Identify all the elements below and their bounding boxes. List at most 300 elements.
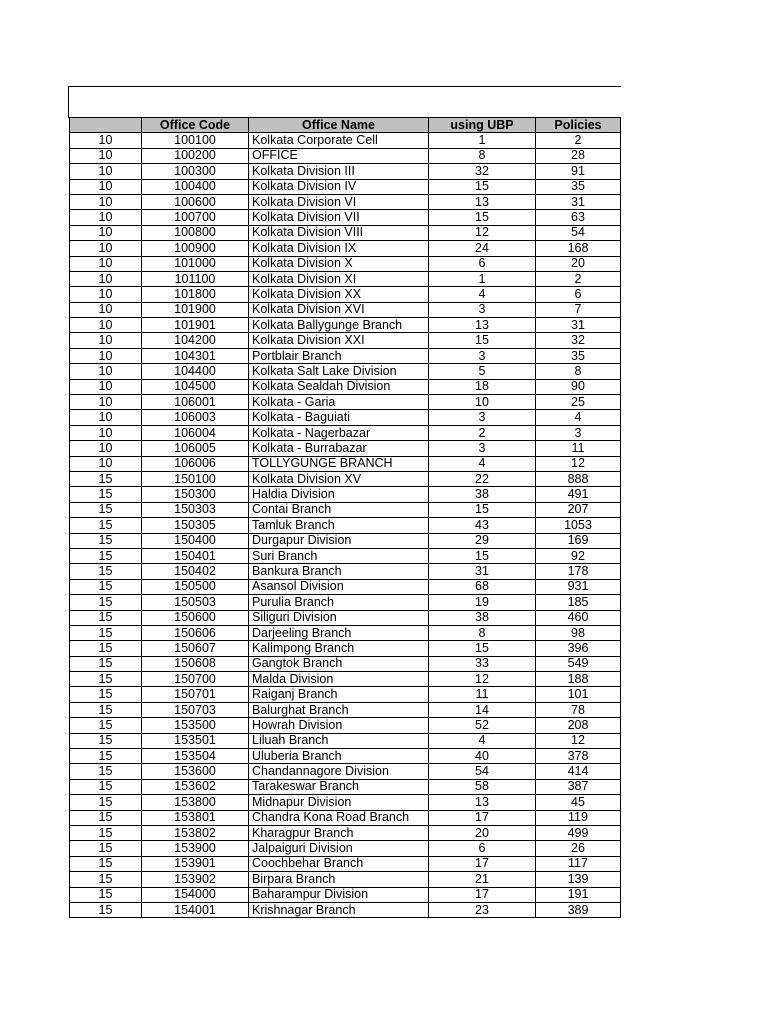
table-row [70, 225, 621, 240]
office-name-cell: Haldia Division [249, 487, 429, 502]
using-ubp-cell: 20 [429, 825, 536, 840]
using-ubp-cell: 43 [429, 518, 536, 533]
table-row [70, 502, 621, 517]
using-ubp-cell: 12 [429, 672, 536, 687]
table-row [70, 610, 621, 625]
zone-cell: 15 [70, 502, 142, 517]
using-ubp-cell: 8 [429, 625, 536, 640]
using-ubp-cell: 3 [429, 302, 536, 317]
table-row [70, 271, 621, 286]
table-row [70, 795, 621, 810]
office-name-cell: Kolkata Division VIII [249, 225, 429, 240]
office-name-cell: Portblair Branch [249, 348, 429, 363]
policies-cell: 78 [536, 702, 621, 717]
office-code-cell: 104301 [142, 348, 249, 363]
policies-cell: 888 [536, 471, 621, 486]
office-name-cell: Kolkata - Garia [249, 395, 429, 410]
table-row [70, 148, 621, 163]
office-code-cell: 150400 [142, 533, 249, 548]
office-name-cell: Uluberia Branch [249, 749, 429, 764]
office-policy-table [69, 117, 621, 918]
sheet-title-area [68, 86, 621, 118]
table-row [70, 533, 621, 548]
table-row [70, 164, 621, 179]
zone-cell: 15 [70, 841, 142, 856]
zone-cell: 15 [70, 795, 142, 810]
using-ubp-cell: 13 [429, 795, 536, 810]
office-code-cell: 100600 [142, 194, 249, 209]
office-name-cell: Kolkata Ballygunge Branch [249, 318, 429, 333]
office-code-cell: 104400 [142, 364, 249, 379]
office-code-cell: 100700 [142, 210, 249, 225]
zone-cell: 10 [70, 379, 142, 394]
office-code-cell: 150600 [142, 610, 249, 625]
zone-cell: 10 [70, 395, 142, 410]
office-name-cell: Kolkata Division XXI [249, 333, 429, 348]
table-row [70, 456, 621, 471]
table-row [70, 672, 621, 687]
policies-cell: 2 [536, 271, 621, 286]
table-row [70, 579, 621, 594]
table-row [70, 133, 621, 148]
office-code-cell: 150703 [142, 702, 249, 717]
using-ubp-cell: 58 [429, 779, 536, 794]
policies-cell: 191 [536, 887, 621, 902]
using-ubp-cell: 4 [429, 456, 536, 471]
policies-cell: 931 [536, 579, 621, 594]
using-ubp-cell: 6 [429, 841, 536, 856]
using-ubp-cell: 5 [429, 364, 536, 379]
zone-cell: 15 [70, 656, 142, 671]
column-header-office-code: Office Code [142, 118, 249, 133]
office-name-cell: Purulia Branch [249, 595, 429, 610]
zone-cell: 10 [70, 225, 142, 240]
table-row [70, 348, 621, 363]
office-code-cell: 150500 [142, 579, 249, 594]
office-name-cell: Asansol Division [249, 579, 429, 594]
using-ubp-cell: 1 [429, 271, 536, 286]
policies-cell: 12 [536, 456, 621, 471]
office-name-cell: Raiganj Branch [249, 687, 429, 702]
office-name-cell: Kolkata Division XX [249, 287, 429, 302]
zone-cell: 10 [70, 287, 142, 302]
policies-cell: 3 [536, 425, 621, 440]
table-row [70, 733, 621, 748]
zone-cell: 15 [70, 610, 142, 625]
table-row [70, 287, 621, 302]
policies-cell: 2 [536, 133, 621, 148]
table-row [70, 379, 621, 394]
using-ubp-cell: 22 [429, 471, 536, 486]
policies-cell: 6 [536, 287, 621, 302]
zone-cell: 10 [70, 456, 142, 471]
column-header-policies: Policies [536, 118, 621, 133]
using-ubp-cell: 32 [429, 164, 536, 179]
zone-cell: 15 [70, 733, 142, 748]
using-ubp-cell: 4 [429, 287, 536, 302]
office-code-cell: 153802 [142, 825, 249, 840]
using-ubp-cell: 38 [429, 487, 536, 502]
office-code-cell: 150402 [142, 564, 249, 579]
policies-cell: 35 [536, 348, 621, 363]
office-name-cell: Malda Division [249, 672, 429, 687]
table-row [70, 487, 621, 502]
policies-cell: 4 [536, 410, 621, 425]
policies-cell: 28 [536, 148, 621, 163]
office-code-cell: 101100 [142, 271, 249, 286]
table-row [70, 779, 621, 794]
zone-cell: 10 [70, 179, 142, 194]
office-code-cell: 100900 [142, 241, 249, 256]
office-code-cell: 104200 [142, 333, 249, 348]
office-name-cell: Kolkata - Nagerbazar [249, 425, 429, 440]
table-row [70, 395, 621, 410]
policies-cell: 168 [536, 241, 621, 256]
zone-cell: 10 [70, 441, 142, 456]
office-code-cell: 150305 [142, 518, 249, 533]
zone-cell: 10 [70, 164, 142, 179]
zone-cell: 15 [70, 471, 142, 486]
office-name-cell: Birpara Branch [249, 872, 429, 887]
using-ubp-cell: 11 [429, 687, 536, 702]
policies-cell: 101 [536, 687, 621, 702]
using-ubp-cell: 17 [429, 856, 536, 871]
office-code-cell: 104500 [142, 379, 249, 394]
policies-cell: 499 [536, 825, 621, 840]
using-ubp-cell: 15 [429, 641, 536, 656]
office-name-cell: Bankura Branch [249, 564, 429, 579]
zone-cell: 15 [70, 764, 142, 779]
zone-cell: 15 [70, 579, 142, 594]
office-name-cell: Kolkata Division VI [249, 194, 429, 209]
policies-cell: 25 [536, 395, 621, 410]
policies-cell: 90 [536, 379, 621, 394]
policies-cell: 63 [536, 210, 621, 225]
column-header-using-ubp: using UBP [429, 118, 536, 133]
using-ubp-cell: 3 [429, 410, 536, 425]
using-ubp-cell: 15 [429, 210, 536, 225]
office-name-cell: Tarakeswar Branch [249, 779, 429, 794]
zone-cell: 10 [70, 410, 142, 425]
office-name-cell: Kolkata Corporate Cell [249, 133, 429, 148]
table-row [70, 656, 621, 671]
zone-cell: 15 [70, 810, 142, 825]
table-row [70, 625, 621, 640]
office-code-cell: 101800 [142, 287, 249, 302]
office-name-cell: Krishnagar Branch [249, 902, 429, 917]
zone-cell: 15 [70, 702, 142, 717]
using-ubp-cell: 6 [429, 256, 536, 271]
office-code-cell: 106004 [142, 425, 249, 440]
zone-cell: 10 [70, 256, 142, 271]
table-row [70, 471, 621, 486]
policies-cell: 26 [536, 841, 621, 856]
policies-cell: 460 [536, 610, 621, 625]
office-name-cell: Kolkata Division VII [249, 210, 429, 225]
table-row [70, 887, 621, 902]
policies-cell: 378 [536, 749, 621, 764]
table-row [70, 749, 621, 764]
using-ubp-cell: 40 [429, 749, 536, 764]
using-ubp-cell: 13 [429, 318, 536, 333]
table-row [70, 364, 621, 379]
table-row [70, 241, 621, 256]
office-code-cell: 100100 [142, 133, 249, 148]
using-ubp-cell: 23 [429, 902, 536, 917]
office-code-cell: 100800 [142, 225, 249, 240]
using-ubp-cell: 14 [429, 702, 536, 717]
using-ubp-cell: 15 [429, 179, 536, 194]
zone-cell: 15 [70, 625, 142, 640]
table-row [70, 872, 621, 887]
office-name-cell: OFFICE [249, 148, 429, 163]
office-name-cell: Kolkata Division X [249, 256, 429, 271]
using-ubp-cell: 10 [429, 395, 536, 410]
zone-cell: 15 [70, 687, 142, 702]
office-name-cell: Kolkata - Baguiati [249, 410, 429, 425]
zone-cell: 15 [70, 641, 142, 656]
office-name-cell: Chandra Kona Road Branch [249, 810, 429, 825]
office-code-cell: 101901 [142, 318, 249, 333]
using-ubp-cell: 54 [429, 764, 536, 779]
zone-cell: 15 [70, 825, 142, 840]
office-name-cell: Durgapur Division [249, 533, 429, 548]
office-name-cell: Kalimpong Branch [249, 641, 429, 656]
table-row [70, 718, 621, 733]
office-code-cell: 153504 [142, 749, 249, 764]
office-name-cell: Kharagpur Branch [249, 825, 429, 840]
office-code-cell: 101900 [142, 302, 249, 317]
office-name-cell: Liluah Branch [249, 733, 429, 748]
table-row [70, 256, 621, 271]
policies-cell: 207 [536, 502, 621, 517]
zone-cell: 15 [70, 564, 142, 579]
office-name-cell: Chandannagore Division [249, 764, 429, 779]
zone-cell: 10 [70, 318, 142, 333]
office-code-cell: 153801 [142, 810, 249, 825]
zone-cell: 15 [70, 872, 142, 887]
office-name-cell: Jalpaiguri Division [249, 841, 429, 856]
office-code-cell: 106005 [142, 441, 249, 456]
office-code-cell: 150607 [142, 641, 249, 656]
table-row [70, 641, 621, 656]
office-code-cell: 153800 [142, 795, 249, 810]
office-name-cell: TOLLYGUNGE BRANCH [249, 456, 429, 471]
office-name-cell: Howrah Division [249, 718, 429, 733]
office-name-cell: Siliguri Division [249, 610, 429, 625]
office-code-cell: 106003 [142, 410, 249, 425]
zone-cell: 15 [70, 902, 142, 917]
table-row [70, 595, 621, 610]
policies-cell: 208 [536, 718, 621, 733]
table-row [70, 318, 621, 333]
office-code-cell: 153501 [142, 733, 249, 748]
office-name-cell: Kolkata Division XV [249, 471, 429, 486]
office-code-cell: 150503 [142, 595, 249, 610]
zone-cell: 15 [70, 672, 142, 687]
using-ubp-cell: 24 [429, 241, 536, 256]
office-code-cell: 100400 [142, 179, 249, 194]
policies-cell: 7 [536, 302, 621, 317]
zone-cell: 15 [70, 533, 142, 548]
table-row [70, 210, 621, 225]
table-row [70, 302, 621, 317]
office-name-cell: Kolkata Division XVI [249, 302, 429, 317]
policies-cell: 31 [536, 194, 621, 209]
office-code-cell: 106006 [142, 456, 249, 471]
policies-cell: 35 [536, 179, 621, 194]
policies-cell: 92 [536, 548, 621, 563]
office-code-cell: 150300 [142, 487, 249, 502]
using-ubp-cell: 12 [429, 225, 536, 240]
zone-cell: 10 [70, 210, 142, 225]
zone-cell: 10 [70, 348, 142, 363]
using-ubp-cell: 1 [429, 133, 536, 148]
using-ubp-cell: 3 [429, 348, 536, 363]
office-code-cell: 150608 [142, 656, 249, 671]
using-ubp-cell: 29 [429, 533, 536, 548]
table-row [70, 564, 621, 579]
policies-cell: 45 [536, 795, 621, 810]
office-code-cell: 153602 [142, 779, 249, 794]
policies-cell: 20 [536, 256, 621, 271]
office-code-cell: 106001 [142, 395, 249, 410]
policies-cell: 31 [536, 318, 621, 333]
office-name-cell: Baharampur Division [249, 887, 429, 902]
office-name-cell: Suri Branch [249, 548, 429, 563]
office-name-cell: Tamluk Branch [249, 518, 429, 533]
office-code-cell: 100200 [142, 148, 249, 163]
using-ubp-cell: 19 [429, 595, 536, 610]
office-name-cell: Darjeeling Branch [249, 625, 429, 640]
office-code-cell: 150701 [142, 687, 249, 702]
office-code-cell: 153901 [142, 856, 249, 871]
zone-cell: 15 [70, 856, 142, 871]
policies-cell: 396 [536, 641, 621, 656]
zone-cell: 10 [70, 194, 142, 209]
policies-cell: 32 [536, 333, 621, 348]
table-row [70, 764, 621, 779]
policies-cell: 117 [536, 856, 621, 871]
office-name-cell: Contai Branch [249, 502, 429, 517]
office-code-cell: 150100 [142, 471, 249, 486]
office-name-cell: Kolkata Division IX [249, 241, 429, 256]
policies-cell: 188 [536, 672, 621, 687]
column-header-office-name: Office Name [249, 118, 429, 133]
table-row [70, 841, 621, 856]
office-name-cell: Kolkata Sealdah Division [249, 379, 429, 394]
office-name-cell: Gangtok Branch [249, 656, 429, 671]
using-ubp-cell: 15 [429, 333, 536, 348]
office-code-cell: 150401 [142, 548, 249, 563]
zone-cell: 15 [70, 595, 142, 610]
office-code-cell: 153500 [142, 718, 249, 733]
zone-cell: 15 [70, 718, 142, 733]
policies-cell: 98 [536, 625, 621, 640]
office-code-cell: 154000 [142, 887, 249, 902]
using-ubp-cell: 3 [429, 441, 536, 456]
using-ubp-cell: 15 [429, 502, 536, 517]
policies-cell: 12 [536, 733, 621, 748]
using-ubp-cell: 31 [429, 564, 536, 579]
policies-cell: 185 [536, 595, 621, 610]
office-name-cell: Kolkata Salt Lake Division [249, 364, 429, 379]
policies-cell: 91 [536, 164, 621, 179]
office-code-cell: 150303 [142, 502, 249, 517]
zone-cell: 10 [70, 302, 142, 317]
policies-cell: 387 [536, 779, 621, 794]
zone-cell: 10 [70, 364, 142, 379]
policies-cell: 169 [536, 533, 621, 548]
office-code-cell: 150700 [142, 672, 249, 687]
office-name-cell: Kolkata Division III [249, 164, 429, 179]
using-ubp-cell: 17 [429, 887, 536, 902]
using-ubp-cell: 17 [429, 810, 536, 825]
zone-cell: 10 [70, 333, 142, 348]
table-row [70, 825, 621, 840]
zone-cell: 15 [70, 518, 142, 533]
table-row [70, 687, 621, 702]
table-row [70, 410, 621, 425]
using-ubp-cell: 13 [429, 194, 536, 209]
zone-cell: 15 [70, 887, 142, 902]
policies-cell: 491 [536, 487, 621, 502]
table-row [70, 333, 621, 348]
zone-cell: 10 [70, 241, 142, 256]
table-row [70, 810, 621, 825]
office-name-cell: Midnapur Division [249, 795, 429, 810]
table-row [70, 441, 621, 456]
policies-cell: 11 [536, 441, 621, 456]
policies-cell: 54 [536, 225, 621, 240]
using-ubp-cell: 52 [429, 718, 536, 733]
using-ubp-cell: 21 [429, 872, 536, 887]
office-name-cell: Balurghat Branch [249, 702, 429, 717]
using-ubp-cell: 15 [429, 548, 536, 563]
office-code-cell: 101000 [142, 256, 249, 271]
column-header-zone [70, 118, 142, 133]
table-row [70, 179, 621, 194]
zone-cell: 10 [70, 148, 142, 163]
zone-cell: 10 [70, 133, 142, 148]
using-ubp-cell: 8 [429, 148, 536, 163]
table-row [70, 518, 621, 533]
office-code-cell: 150606 [142, 625, 249, 640]
table-row [70, 548, 621, 563]
zone-cell: 15 [70, 548, 142, 563]
policies-cell: 414 [536, 764, 621, 779]
zone-cell: 10 [70, 271, 142, 286]
office-code-cell: 153600 [142, 764, 249, 779]
using-ubp-cell: 38 [429, 610, 536, 625]
zone-cell: 15 [70, 749, 142, 764]
office-code-cell: 153902 [142, 872, 249, 887]
table-row [70, 425, 621, 440]
policies-cell: 8 [536, 364, 621, 379]
office-name-cell: Kolkata Division IV [249, 179, 429, 194]
policies-cell: 119 [536, 810, 621, 825]
table-header-row [70, 118, 621, 133]
office-code-cell: 153900 [142, 841, 249, 856]
office-name-cell: Kolkata Division XI [249, 271, 429, 286]
using-ubp-cell: 33 [429, 656, 536, 671]
office-code-cell: 100300 [142, 164, 249, 179]
office-name-cell: Kolkata - Burrabazar [249, 441, 429, 456]
policies-cell: 389 [536, 902, 621, 917]
policies-cell: 1053 [536, 518, 621, 533]
policies-cell: 178 [536, 564, 621, 579]
zone-cell: 15 [70, 487, 142, 502]
